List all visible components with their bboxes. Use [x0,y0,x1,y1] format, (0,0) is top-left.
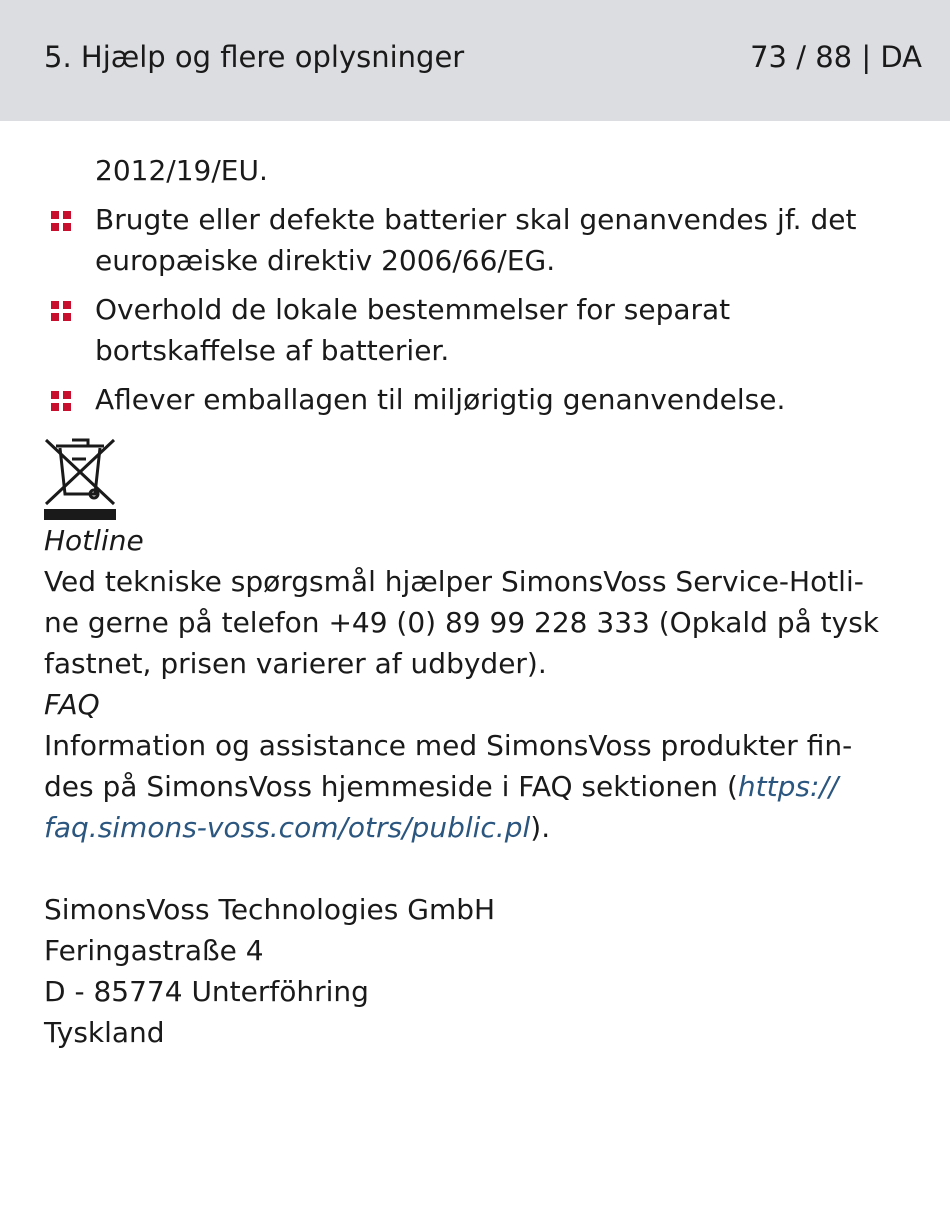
faq-line [44,766,924,807]
hotline-heading: Hotline [44,524,144,557]
hotline-line: Ved tekniske spørgsmål hjælper SimonsVoss Service-Hotli- [44,565,864,598]
faq-heading: FAQ [44,688,100,721]
company-name: SimonsVoss Technologies GmbH [44,893,496,926]
list-item-line: Overhold de lokale bestemmelser for separat [95,293,731,326]
address-city: D - 85774 Unterföhring [44,975,369,1008]
bullet-icon [51,301,71,321]
bullet-icon [51,211,71,231]
address-country: Tyskland [44,1016,165,1049]
page-header [0,0,950,121]
continued-text: 2012/19/EU. [95,154,268,187]
page-content [44,150,924,1053]
faq-link[interactable]: https:// [737,770,839,803]
hotline-line: fastnet, prisen varierer af udbyder). [44,647,547,680]
list-item [44,199,924,281]
section-title: 5. Hjælp og flere oplysninger [44,40,465,74]
address-street: Feringastraße 4 [44,934,264,967]
list-item-line: Aflever emballagen til miljørigtig genanvendelse. [95,383,786,416]
page-indicator: 73 / 88 | DA [750,40,922,74]
list-item-line: Brugte eller defekte batterier skal genanvendes jf. det [95,203,857,236]
crossed-out-wheelie-bin-icon [44,434,116,520]
list-item-line: bortskaffelse af batterier. [95,334,450,367]
faq-link[interactable]: faq.simons-voss.com/otrs/public.pl [44,811,531,844]
list-item [44,289,924,371]
faq-line [44,807,924,848]
faq-text [44,725,924,848]
faq-line-text: des på SimonsVoss hjemmeside i FAQ sektionen ( [44,770,738,803]
list-item-line: europæiske direktiv 2006/66/EG. [95,244,556,277]
hotline-line: ne gerne på telefon +49 (0) 89 99 228 333 (Opkald på tysk [44,606,879,639]
company-address [44,889,924,1053]
list-item [44,379,924,420]
hotline-text [44,561,924,684]
faq-line: Information og assistance med SimonsVoss produkter fin- [44,729,853,762]
bullet-icon [51,391,71,411]
faq-line-text: ). [530,811,551,844]
